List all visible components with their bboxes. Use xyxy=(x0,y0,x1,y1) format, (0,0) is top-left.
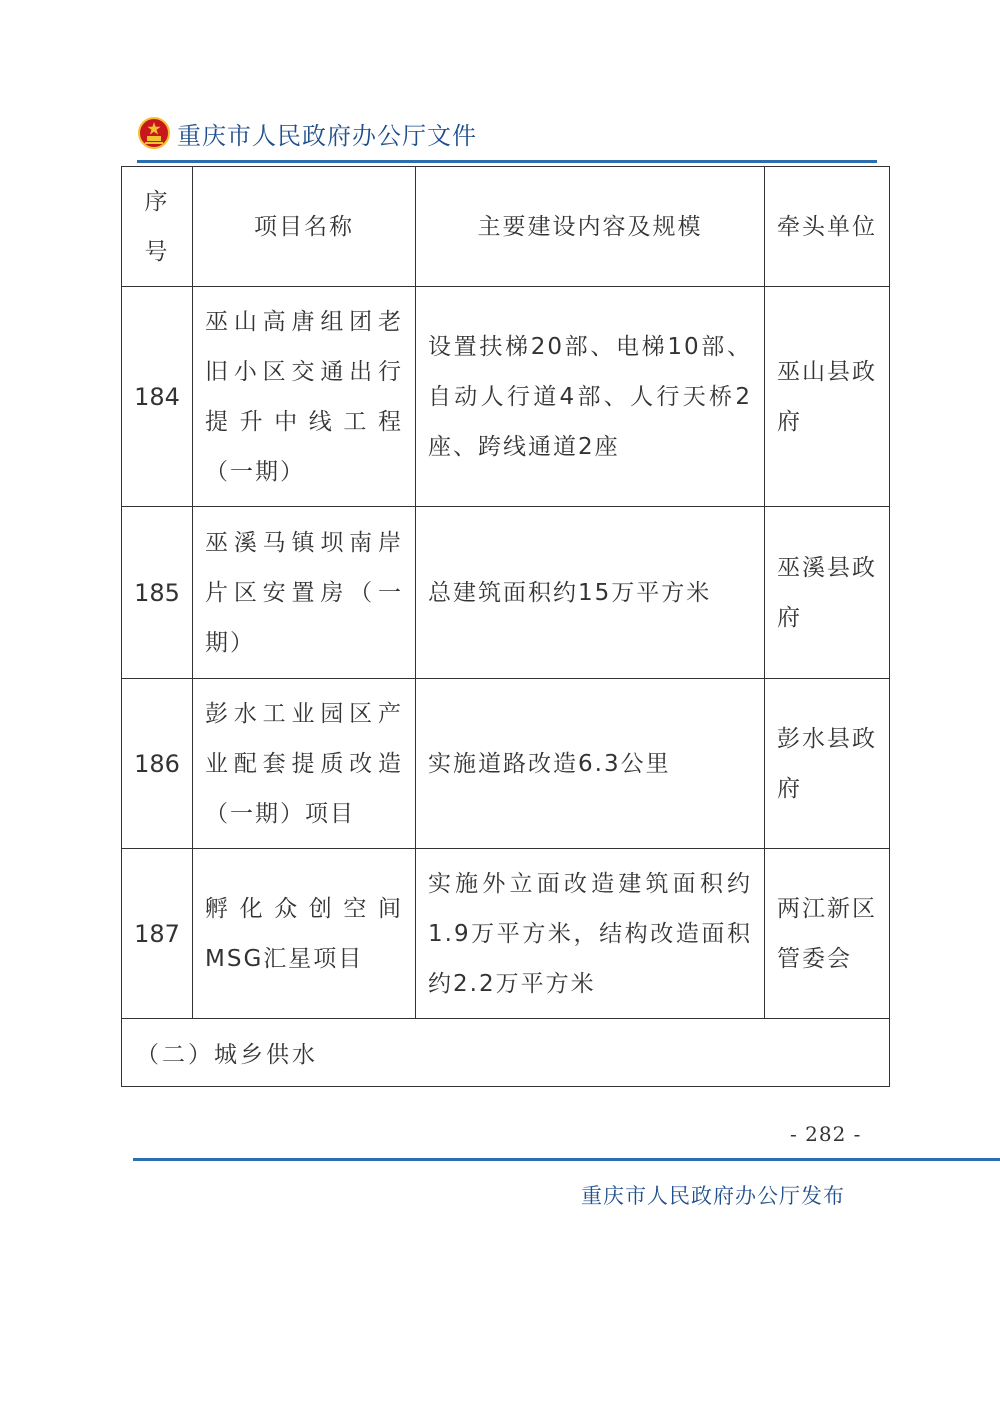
column-header-lead-unit: 牵头单位 xyxy=(765,167,890,287)
table-row xyxy=(122,287,890,507)
document-header xyxy=(137,113,477,153)
project-name: 彭水工业园区产业配套提质改造（一期）项目 xyxy=(193,679,416,849)
page-number: - 282 - xyxy=(790,1122,862,1146)
column-header-name: 项目名称 xyxy=(193,167,416,287)
project-content: 实施道路改造6.3公里 xyxy=(416,679,765,849)
row-number: 186 xyxy=(122,679,193,849)
row-number: 185 xyxy=(122,507,193,679)
project-content: 设置扶梯20部、电梯10部、自动人行道4部、人行天桥2座、跨线通道2座 xyxy=(416,287,765,507)
table-header-row xyxy=(122,167,890,287)
project-table xyxy=(121,166,890,1087)
project-name: 孵化众创空间MSG汇星项目 xyxy=(193,849,416,1019)
project-name: 巫溪马镇坝南岸片区安置房（一期） xyxy=(193,507,416,679)
footer-divider xyxy=(133,1158,1000,1161)
section-row xyxy=(122,1019,890,1087)
project-name: 巫山高唐组团老旧小区交通出行提升中线工程（一期） xyxy=(193,287,416,507)
footer-publisher: 重庆市人民政府办公厅发布 xyxy=(581,1184,845,1208)
lead-unit: 两江新区管委会 xyxy=(765,849,890,1019)
column-header-number: 序号 xyxy=(122,167,193,287)
table-row xyxy=(122,679,890,849)
lead-unit: 巫山县政府 xyxy=(765,287,890,507)
lead-unit: 巫溪县政府 xyxy=(765,507,890,679)
national-emblem-icon xyxy=(137,116,171,150)
row-number: 187 xyxy=(122,849,193,1019)
section-heading: （二）城乡供水 xyxy=(122,1019,890,1087)
header-title: 重庆市人民政府办公厅文件 xyxy=(177,121,477,150)
column-header-content: 主要建设内容及规模 xyxy=(416,167,765,287)
table-row xyxy=(122,849,890,1019)
table-row xyxy=(122,507,890,679)
row-number: 184 xyxy=(122,287,193,507)
project-content: 实施外立面改造建筑面积约1.9万平方米，结构改造面积约2.2万平方米 xyxy=(416,849,765,1019)
lead-unit: 彭水县政府 xyxy=(765,679,890,849)
project-content: 总建筑面积约15万平方米 xyxy=(416,507,765,679)
header-divider xyxy=(137,160,877,163)
